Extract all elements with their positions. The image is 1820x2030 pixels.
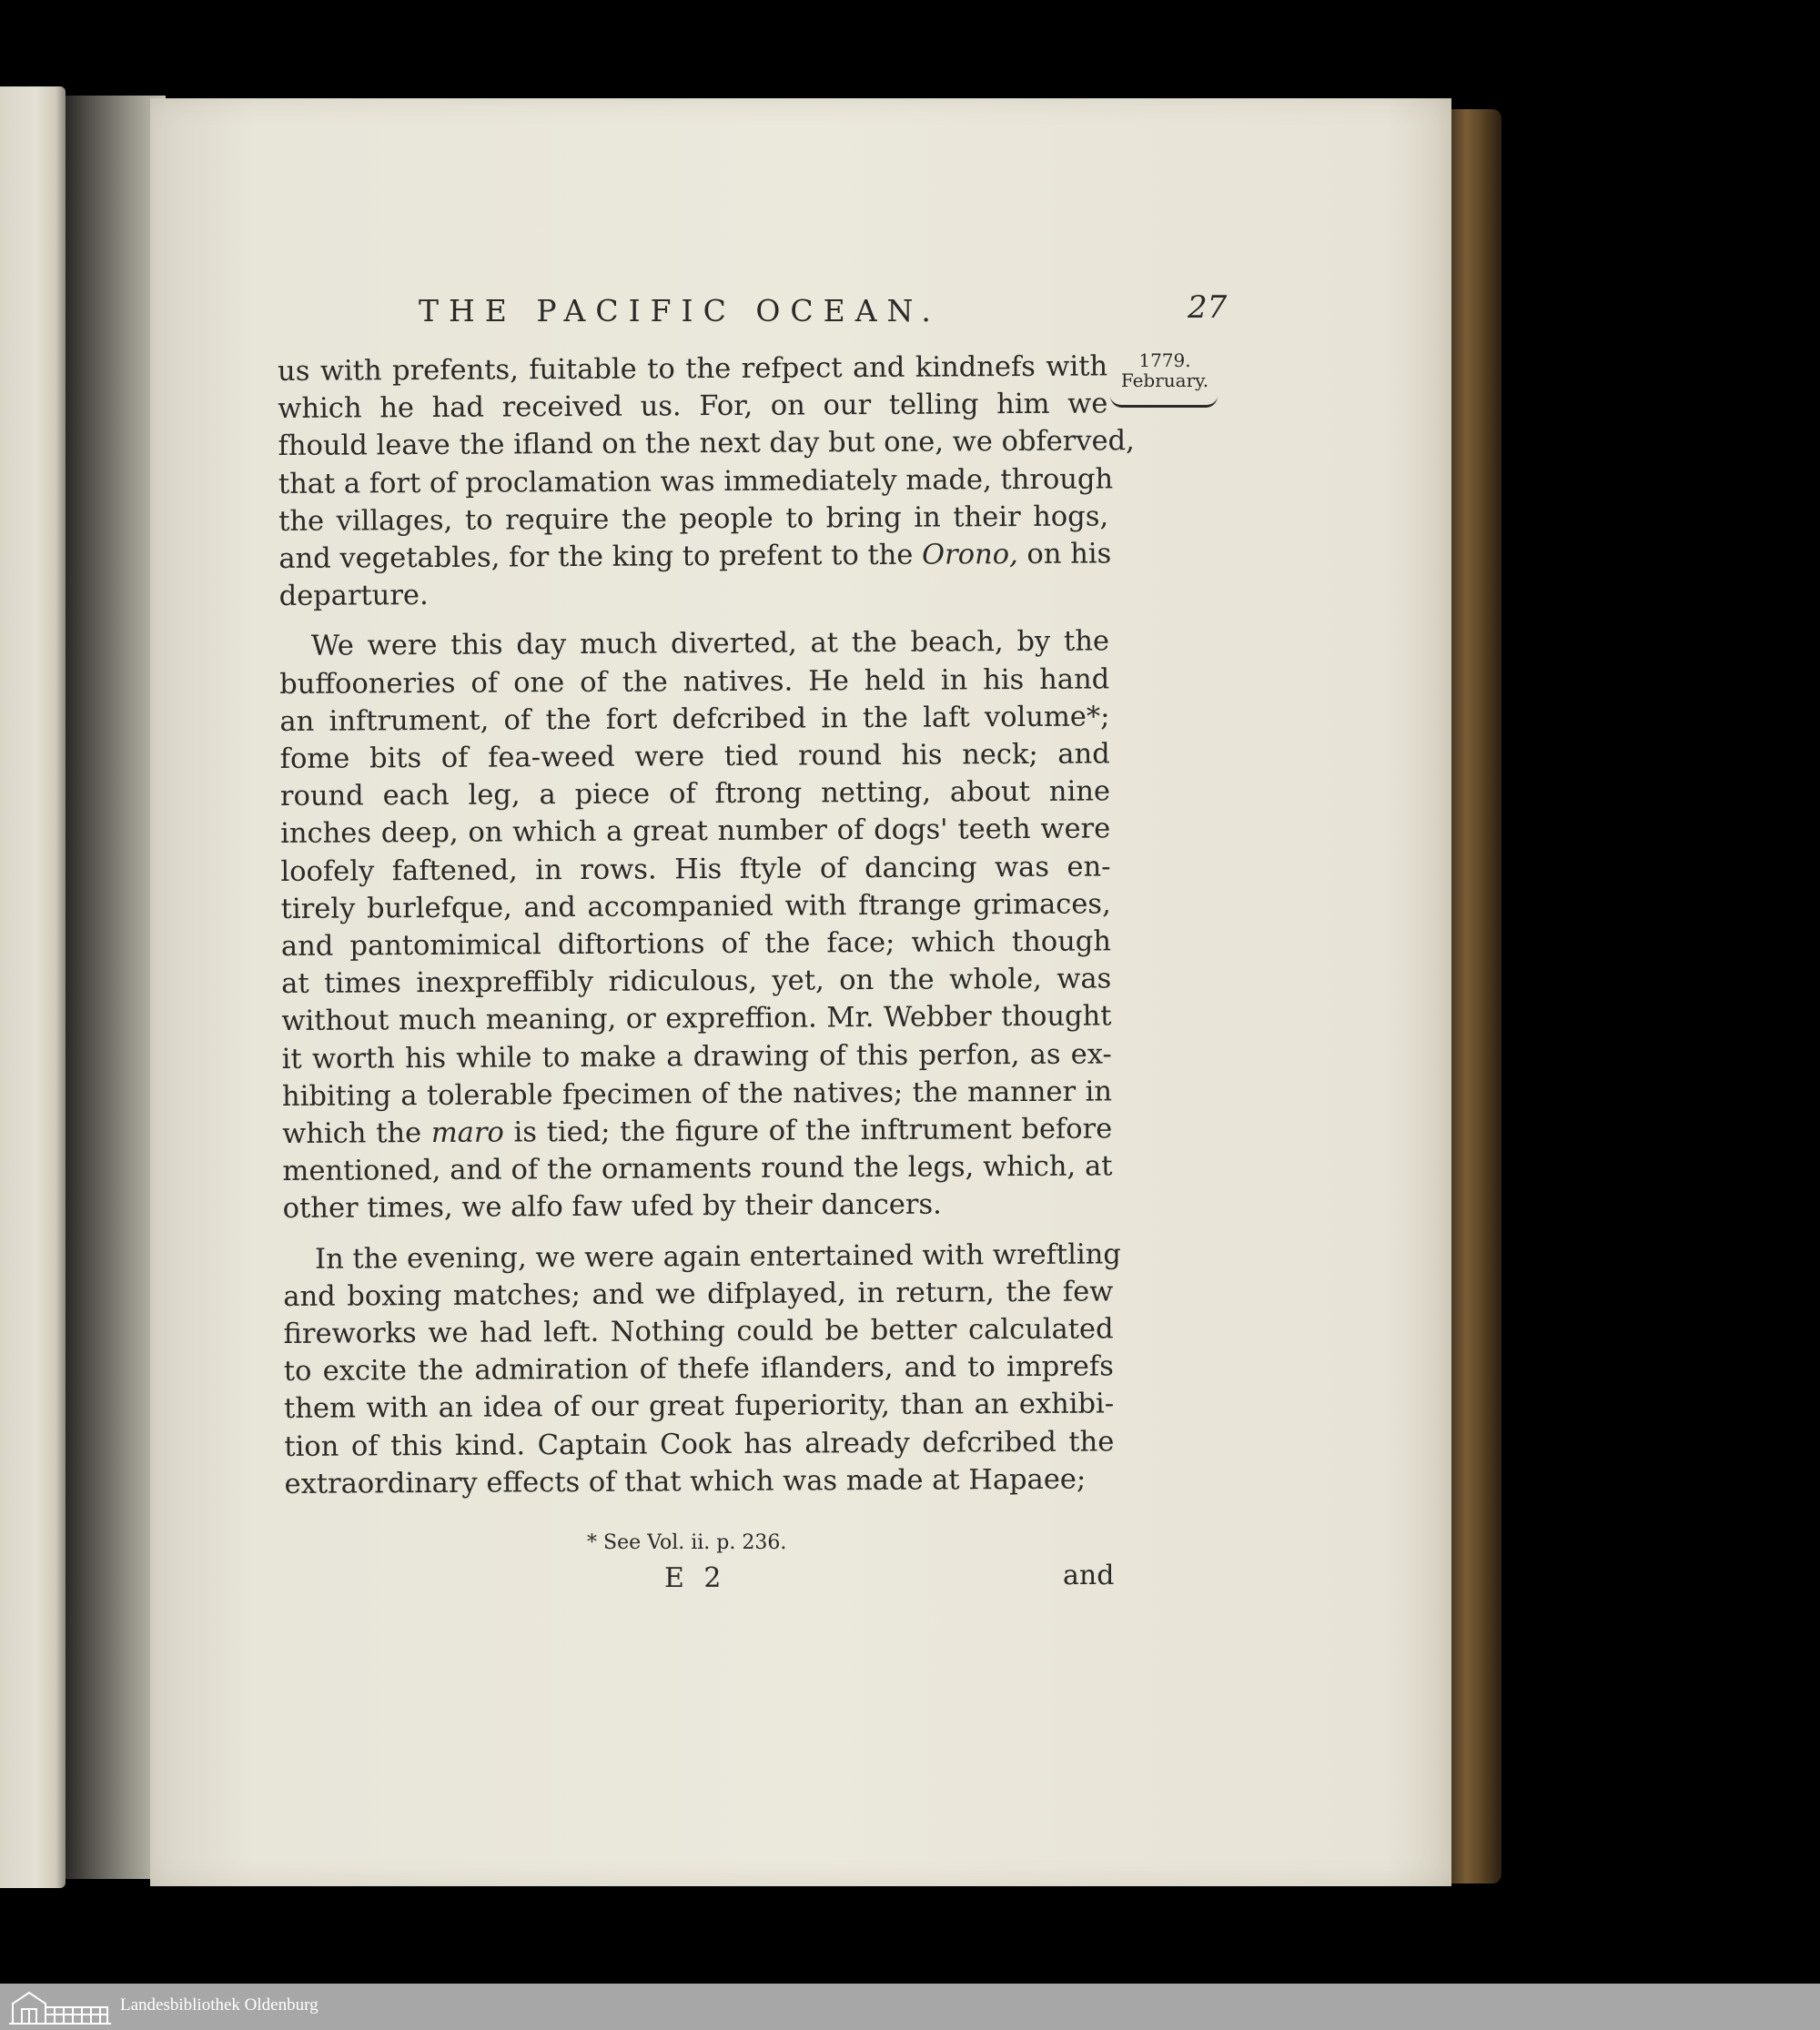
signature-mark: E 2 <box>664 1562 727 1594</box>
margin-note <box>1110 350 1219 408</box>
text-line: us with prefents, fuitable to the refpect and kindnefs with <box>278 350 1108 388</box>
text-line: fhould leave the ifland on the next day but one, we obferved, <box>278 425 1135 463</box>
text-line: hibiting a tolerable fpecimen of the natives; the manner in <box>281 1076 1113 1113</box>
italic-word: maro <box>430 1116 504 1150</box>
text-line: In the evening, we were again entertained with wreftling <box>314 1238 1121 1276</box>
text-line: inches deep, on which a great number of dogs' teeth were <box>280 813 1111 851</box>
running-head: THE PACIFIC OCEAN. <box>419 293 941 328</box>
text-line: and vegetables, for the king to prefent to the Orono, on his <box>278 538 1112 576</box>
library-footer <box>0 1984 1820 2030</box>
text-line: an inftrument, of the fort defcribed in the laft volume*; <box>279 701 1110 738</box>
text-line: which the maro is tied; the figure of the inftrument before <box>282 1113 1113 1151</box>
text-line: and boxing matches; and we difplayed, in return, the few <box>283 1276 1114 1313</box>
body-text <box>278 348 1135 1503</box>
text-line: other times, we alfo faw ufed by their dancers. <box>282 1189 942 1226</box>
text-line: We were this day much diverted, at the beach, by the <box>310 625 1110 663</box>
text-line: fome bits of fea-weed were tied round his neck; and <box>279 738 1110 776</box>
facing-page-edge <box>0 86 66 1888</box>
text-line: departure. <box>278 580 429 613</box>
text-line: extraordinary effects of that which was made at Hapaee; <box>284 1463 1087 1500</box>
text-line: tirely burlefque, and accompanied with ftrange grimaces, <box>280 888 1111 925</box>
library-building-icon <box>9 1987 111 2026</box>
text-line: tion of this kind. Captain Cook has already defcribed the <box>284 1426 1115 1463</box>
text-line: buffooneries of one of the natives. He held in his hand <box>279 663 1110 701</box>
margin-note-year: 1779. <box>1138 349 1191 371</box>
leather-cover-edge <box>1451 109 1502 1884</box>
margin-note-month: February. <box>1120 369 1209 391</box>
text-line: it worth his while to make a drawing of this perfon, as ex- <box>281 1038 1112 1076</box>
page-number: 27 <box>1188 289 1228 326</box>
library-name: Landesbibliothek Oldenburg <box>120 1995 318 2015</box>
text-line: and pantomimical diftortions of the face; which though <box>280 925 1112 964</box>
text-line: loofely faftened, in rows. His ftyle of dancing was en- <box>280 851 1111 888</box>
text-line: that a fort of proclamation was immediately made, through <box>278 463 1114 500</box>
text-line: which he had received us. For, on our telling him we <box>278 388 1108 426</box>
text-line: at times inexpreffibly ridiculous, yet, on the whole, was <box>281 963 1112 1001</box>
text-line: fireworks we had left. Nothing could be better calculated <box>283 1313 1114 1351</box>
catchword: and <box>1063 1560 1115 1591</box>
margin-brace <box>1110 396 1218 408</box>
text-line: to excite the admiration of thefe iflanders, and to imprefs <box>283 1350 1114 1389</box>
italic-word: Orono, <box>922 539 1018 571</box>
footnote: * See Vol. ii. p. 236. <box>587 1531 787 1554</box>
text-line: them with an idea of our great fuperiority, than an exhibi- <box>283 1388 1115 1426</box>
text-line: mentioned, and of the ornaments round the legs, which, at <box>282 1150 1113 1188</box>
text-line: the villages, to require the people to bring in their hogs, <box>278 500 1109 538</box>
text-line: without much meaning, or expreffion. Mr. Webber thought <box>281 1000 1112 1038</box>
text-line: round each leg, a piece of ftrong netting, about nine <box>279 775 1111 813</box>
